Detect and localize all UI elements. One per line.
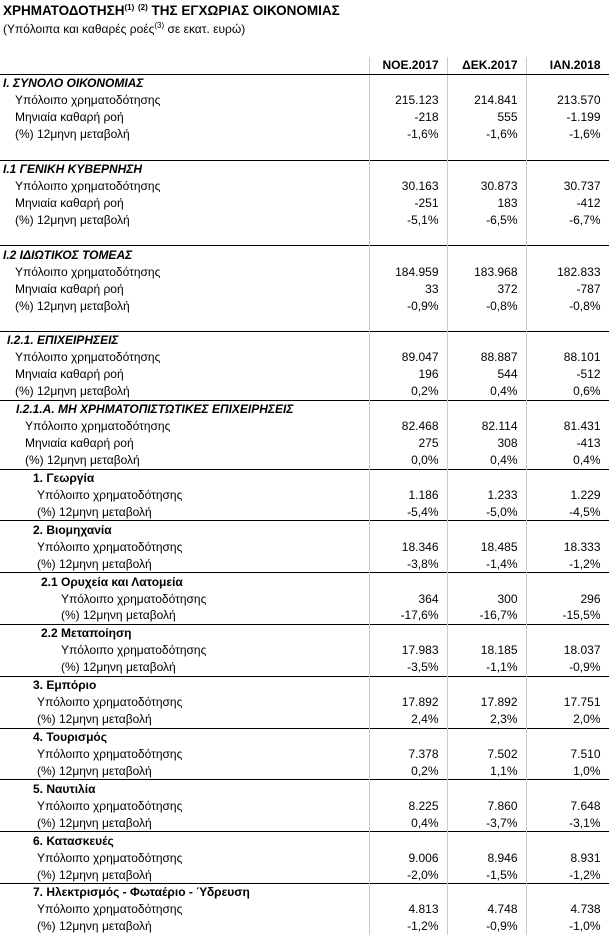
section-label: I.2.1. ΕΠΙΧΕΙΡΗΣΕΙΣ	[0, 332, 369, 349]
value-cell	[447, 246, 526, 263]
section-row	[0, 400, 609, 417]
subtitle-footnote: (3)	[154, 21, 165, 30]
value-cell: 182.833	[526, 263, 609, 280]
value-cell: -3,8%	[369, 555, 447, 572]
row-label: (%) 12μηνη μεταβολή	[0, 452, 369, 469]
section-row	[0, 74, 609, 91]
value-cell	[369, 246, 447, 263]
value-cell: -15,5%	[526, 607, 609, 624]
table-row	[0, 503, 609, 520]
section-label: I.1 ΓΕΝΙΚΗ ΚΥΒΕΡΝΗΣΗ	[0, 160, 369, 177]
value-cell	[526, 728, 609, 745]
section-row	[0, 246, 609, 263]
value-cell	[369, 832, 447, 849]
value-cell: 183	[447, 195, 526, 212]
table-row	[0, 866, 609, 883]
value-cell: 82.468	[369, 418, 447, 435]
column-header: ΙΑΝ.2018	[526, 57, 609, 74]
section-label: 5. Ναυτιλία	[0, 780, 369, 797]
row-label: Υπόλοιπο χρηματοδότησης	[0, 746, 369, 763]
row-label: Υπόλοιπο χρηματοδότησης	[0, 797, 369, 814]
value-cell: 213.570	[526, 92, 609, 109]
value-cell: 89.047	[369, 349, 447, 366]
value-cell	[526, 160, 609, 177]
title-rest: ΤΗΣ ΕΓΧΩΡΙΑΣ ΟΙΚΟΝΟΜΙΑΣ	[147, 3, 340, 18]
value-cell: -1,5%	[447, 866, 526, 883]
value-cell: 372	[447, 280, 526, 297]
value-cell: -1,6%	[526, 126, 609, 143]
value-cell: -1,1%	[447, 659, 526, 676]
table-row	[0, 211, 609, 228]
section-row	[0, 573, 609, 590]
value-cell: 2,3%	[447, 711, 526, 728]
row-label: Υπόλοιπο χρηματοδότησης	[0, 263, 369, 280]
table-row	[0, 694, 609, 711]
value-cell	[369, 728, 447, 745]
row-label: Υπόλοιπο χρηματοδότησης	[0, 486, 369, 503]
value-cell: -1,0%	[526, 918, 609, 935]
value-cell: 7.502	[447, 746, 526, 763]
spacer-row	[0, 143, 609, 160]
row-label: Υπόλοιπο χρηματοδότησης	[0, 901, 369, 918]
value-cell: -0,9%	[447, 918, 526, 935]
row-label: Υπόλοιπο χρηματοδότησης	[0, 349, 369, 366]
value-cell: 196	[369, 366, 447, 383]
value-cell	[447, 884, 526, 901]
value-cell: -0,8%	[526, 297, 609, 314]
section-label: 2. Βιομηχανία	[0, 521, 369, 538]
title-footnote-1: (1)	[124, 3, 135, 12]
value-cell	[369, 469, 447, 486]
table-row	[0, 126, 609, 143]
value-cell: -1,6%	[369, 126, 447, 143]
value-cell: 544	[447, 366, 526, 383]
value-cell: 1,1%	[447, 762, 526, 779]
value-cell: 30.737	[526, 178, 609, 195]
section-label	[0, 228, 369, 245]
value-cell: 18.185	[447, 642, 526, 659]
row-label: Υπόλοιπο χρηματοδότησης	[0, 849, 369, 866]
value-cell	[447, 832, 526, 849]
value-cell: -0,8%	[447, 297, 526, 314]
section-label: 6. Κατασκευές	[0, 832, 369, 849]
table-row	[0, 607, 609, 624]
value-cell	[447, 624, 526, 641]
section-label: 2.1 Ορυχεία και Λατομεία	[0, 573, 369, 590]
value-cell: 33	[369, 280, 447, 297]
value-cell: -1,2%	[526, 866, 609, 883]
value-cell: 275	[369, 435, 447, 452]
table-row	[0, 849, 609, 866]
value-cell: -1,6%	[447, 126, 526, 143]
value-cell	[369, 143, 447, 160]
value-cell: 308	[447, 435, 526, 452]
value-cell: 9.006	[369, 849, 447, 866]
value-cell: 88.101	[526, 349, 609, 366]
value-cell: 0,2%	[369, 383, 447, 400]
value-cell: -2,0%	[369, 866, 447, 883]
value-cell	[526, 884, 609, 901]
column-header: ΝΟΕ.2017	[369, 57, 447, 74]
value-cell	[526, 74, 609, 91]
section-label: I.2 ΙΔΙΩΤΙΚΟΣ ΤΟΜΕΑΣ	[0, 246, 369, 263]
value-cell: 17.983	[369, 642, 447, 659]
value-cell: 4.738	[526, 901, 609, 918]
table-row	[0, 555, 609, 572]
row-label: Υπόλοιπο χρηματοδότησης	[0, 590, 369, 607]
section-label	[0, 143, 369, 160]
value-cell: 8.225	[369, 797, 447, 814]
table-row	[0, 538, 609, 555]
section-row	[0, 728, 609, 745]
value-cell: -16,7%	[447, 607, 526, 624]
table-row	[0, 195, 609, 212]
section-label: 7. Ηλεκτρισμός - Φωταέριο - Ύδρευση	[0, 884, 369, 901]
value-cell: -6,5%	[447, 211, 526, 228]
header-row	[0, 57, 609, 74]
table-row	[0, 178, 609, 195]
value-cell: 0,4%	[447, 452, 526, 469]
value-cell: -0,9%	[526, 659, 609, 676]
table-row	[0, 297, 609, 314]
section-label: 4. Τουρισμός	[0, 728, 369, 745]
table-row	[0, 109, 609, 126]
page-subtitle	[3, 22, 245, 37]
value-cell: -1,2%	[369, 918, 447, 935]
table-row	[0, 452, 609, 469]
value-cell: 4.813	[369, 901, 447, 918]
table-row	[0, 280, 609, 297]
value-cell	[447, 780, 526, 797]
value-cell: -5,1%	[369, 211, 447, 228]
value-cell: 7.860	[447, 797, 526, 814]
row-label: (%) 12μηνη μεταβολή	[0, 607, 369, 624]
value-cell: -787	[526, 280, 609, 297]
value-cell: -17,6%	[369, 607, 447, 624]
value-cell: -218	[369, 109, 447, 126]
table-row	[0, 435, 609, 452]
value-cell: 2,0%	[526, 711, 609, 728]
value-cell: 1,0%	[526, 762, 609, 779]
value-cell	[526, 400, 609, 417]
value-cell	[447, 332, 526, 349]
value-cell	[526, 780, 609, 797]
section-row	[0, 780, 609, 797]
row-label: Υπόλοιπο χρηματοδότησης	[0, 178, 369, 195]
value-cell	[369, 160, 447, 177]
table-row	[0, 711, 609, 728]
value-cell: 81.431	[526, 418, 609, 435]
section-label: 3. Εμπόριο	[0, 676, 369, 693]
value-cell: -0,9%	[369, 297, 447, 314]
value-cell	[369, 400, 447, 417]
section-label: I. ΣΥΝΟΛΟ ΟΙΚΟΝΟΜΙΑΣ	[0, 74, 369, 91]
row-label: (%) 12μηνη μεταβολή	[0, 211, 369, 228]
value-cell: 82.114	[447, 418, 526, 435]
row-label: Μηνιαία καθαρή ροή	[0, 109, 369, 126]
section-row	[0, 624, 609, 641]
row-label: (%) 12μηνη μεταβολή	[0, 383, 369, 400]
value-cell: -5,4%	[369, 503, 447, 520]
value-cell	[369, 332, 447, 349]
subtitle-text: (Υπόλοιπα και καθαρές ροές	[3, 22, 155, 36]
value-cell: 18.485	[447, 538, 526, 555]
value-cell: 7.510	[526, 746, 609, 763]
table-row	[0, 349, 609, 366]
row-label: Μηνιαία καθαρή ροή	[0, 195, 369, 212]
value-cell: 555	[447, 109, 526, 126]
value-cell: 88.887	[447, 349, 526, 366]
table-row	[0, 814, 609, 831]
table-row	[0, 590, 609, 607]
value-cell: -251	[369, 195, 447, 212]
value-cell	[369, 676, 447, 693]
value-cell	[369, 780, 447, 797]
value-cell: 2,4%	[369, 711, 447, 728]
row-label: Υπόλοιπο χρηματοδότησης	[0, 694, 369, 711]
value-cell: 214.841	[447, 92, 526, 109]
value-cell	[526, 469, 609, 486]
value-cell	[526, 143, 609, 160]
row-label: (%) 12μηνη μεταβολή	[0, 814, 369, 831]
value-cell: 0,6%	[526, 383, 609, 400]
section-row	[0, 160, 609, 177]
row-label: (%) 12μηνη μεταβολή	[0, 555, 369, 572]
value-cell: 8.931	[526, 849, 609, 866]
spacer-row	[0, 228, 609, 245]
value-cell	[369, 884, 447, 901]
row-label: Μηνιαία καθαρή ροή	[0, 366, 369, 383]
value-cell: -6,7%	[526, 211, 609, 228]
value-cell: 0,0%	[369, 452, 447, 469]
value-cell: 1.229	[526, 486, 609, 503]
value-cell	[447, 676, 526, 693]
table-row	[0, 383, 609, 400]
row-label: (%) 12μηνη μεταβολή	[0, 866, 369, 883]
value-cell: 1.186	[369, 486, 447, 503]
row-label: (%) 12μηνη μεταβολή	[0, 762, 369, 779]
value-cell: -1,4%	[447, 555, 526, 572]
value-cell: -3,7%	[447, 814, 526, 831]
title-main: ΧΡΗΜΑΤΟΔΟΤΗΣΗ	[3, 3, 125, 18]
row-label: Μηνιαία καθαρή ροή	[0, 280, 369, 297]
table-row	[0, 797, 609, 814]
value-cell	[369, 228, 447, 245]
section-label: I.2.1.Α. ΜΗ ΧΡΗΜΑΤΟΠΙΣΤΩΤΙΚΕΣ ΕΠΙΧΕΙΡΗΣΕΙΣ	[0, 400, 369, 417]
table-row	[0, 918, 609, 935]
table-row	[0, 746, 609, 763]
value-cell: 184.959	[369, 263, 447, 280]
table-row	[0, 659, 609, 676]
value-cell	[447, 314, 526, 331]
value-cell	[526, 332, 609, 349]
row-label: (%) 12μηνη μεταβολή	[0, 659, 369, 676]
section-label: 2.2 Μεταποίηση	[0, 624, 369, 641]
row-label: Μηνιαία καθαρή ροή	[0, 435, 369, 452]
row-label: Υπόλοιπο χρηματοδότησης	[0, 642, 369, 659]
value-cell: 30.873	[447, 178, 526, 195]
value-cell	[447, 228, 526, 245]
value-cell: 17.892	[447, 694, 526, 711]
value-cell	[526, 228, 609, 245]
value-cell: -3,1%	[526, 814, 609, 831]
value-cell: 183.968	[447, 263, 526, 280]
table-row	[0, 486, 609, 503]
value-cell	[526, 624, 609, 641]
subtitle-rest: σε εκατ. ευρώ)	[164, 22, 246, 36]
value-cell: 18.333	[526, 538, 609, 555]
value-cell: 300	[447, 590, 526, 607]
value-cell	[447, 74, 526, 91]
value-cell	[369, 74, 447, 91]
value-cell: 0,4%	[369, 814, 447, 831]
value-cell: 7.378	[369, 746, 447, 763]
value-cell: 1.233	[447, 486, 526, 503]
value-cell	[526, 832, 609, 849]
value-cell	[369, 314, 447, 331]
value-cell	[369, 521, 447, 538]
value-cell: -1,2%	[526, 555, 609, 572]
value-cell: 7.648	[526, 797, 609, 814]
spacer-row	[0, 314, 609, 331]
value-cell: 17.751	[526, 694, 609, 711]
column-header: ΔΕΚ.2017	[447, 57, 526, 74]
value-cell	[447, 728, 526, 745]
table-row	[0, 418, 609, 435]
row-label: (%) 12μηνη μεταβολή	[0, 503, 369, 520]
value-cell: -413	[526, 435, 609, 452]
value-cell	[369, 573, 447, 590]
value-cell	[447, 160, 526, 177]
section-label: 1. Γεωργία	[0, 469, 369, 486]
value-cell	[526, 573, 609, 590]
value-cell: -3,5%	[369, 659, 447, 676]
section-row	[0, 884, 609, 901]
value-cell	[447, 400, 526, 417]
title-footnote-2: (2)	[138, 3, 148, 12]
value-cell: 364	[369, 590, 447, 607]
value-cell: -512	[526, 366, 609, 383]
table-row	[0, 366, 609, 383]
section-row	[0, 469, 609, 486]
value-cell	[447, 573, 526, 590]
value-cell: 296	[526, 590, 609, 607]
table-row	[0, 762, 609, 779]
value-cell: -412	[526, 195, 609, 212]
row-label: Υπόλοιπο χρηματοδότησης	[0, 92, 369, 109]
value-cell: 0,4%	[447, 383, 526, 400]
value-cell	[369, 624, 447, 641]
section-row	[0, 521, 609, 538]
row-label: (%) 12μηνη μεταβολή	[0, 918, 369, 935]
header-label-cell	[0, 57, 369, 74]
row-label: Υπόλοιπο χρηματοδότησης	[0, 538, 369, 555]
row-label: Υπόλοιπο χρηματοδότησης	[0, 418, 369, 435]
value-cell	[447, 143, 526, 160]
value-cell: 0,2%	[369, 762, 447, 779]
value-cell	[447, 521, 526, 538]
value-cell: 215.123	[369, 92, 447, 109]
value-cell	[447, 469, 526, 486]
value-cell	[526, 521, 609, 538]
section-row	[0, 332, 609, 349]
value-cell: 18.346	[369, 538, 447, 555]
table-row	[0, 901, 609, 918]
section-row	[0, 676, 609, 693]
value-cell: 17.892	[369, 694, 447, 711]
section-label	[0, 314, 369, 331]
table-row	[0, 92, 609, 109]
row-label: (%) 12μηνη μεταβολή	[0, 126, 369, 143]
section-row	[0, 832, 609, 849]
value-cell: 18.037	[526, 642, 609, 659]
value-cell: 0,4%	[526, 452, 609, 469]
value-cell: 4.748	[447, 901, 526, 918]
financing-table	[0, 57, 609, 935]
value-cell: -4,5%	[526, 503, 609, 520]
value-cell: -5,0%	[447, 503, 526, 520]
table-row	[0, 642, 609, 659]
value-cell	[526, 314, 609, 331]
row-label: (%) 12μηνη μεταβολή	[0, 297, 369, 314]
table-row	[0, 263, 609, 280]
value-cell: 30.163	[369, 178, 447, 195]
value-cell	[526, 676, 609, 693]
value-cell: 8.946	[447, 849, 526, 866]
row-label: (%) 12μηνη μεταβολή	[0, 711, 369, 728]
value-cell	[526, 246, 609, 263]
page-title	[3, 2, 340, 19]
value-cell: -1.199	[526, 109, 609, 126]
